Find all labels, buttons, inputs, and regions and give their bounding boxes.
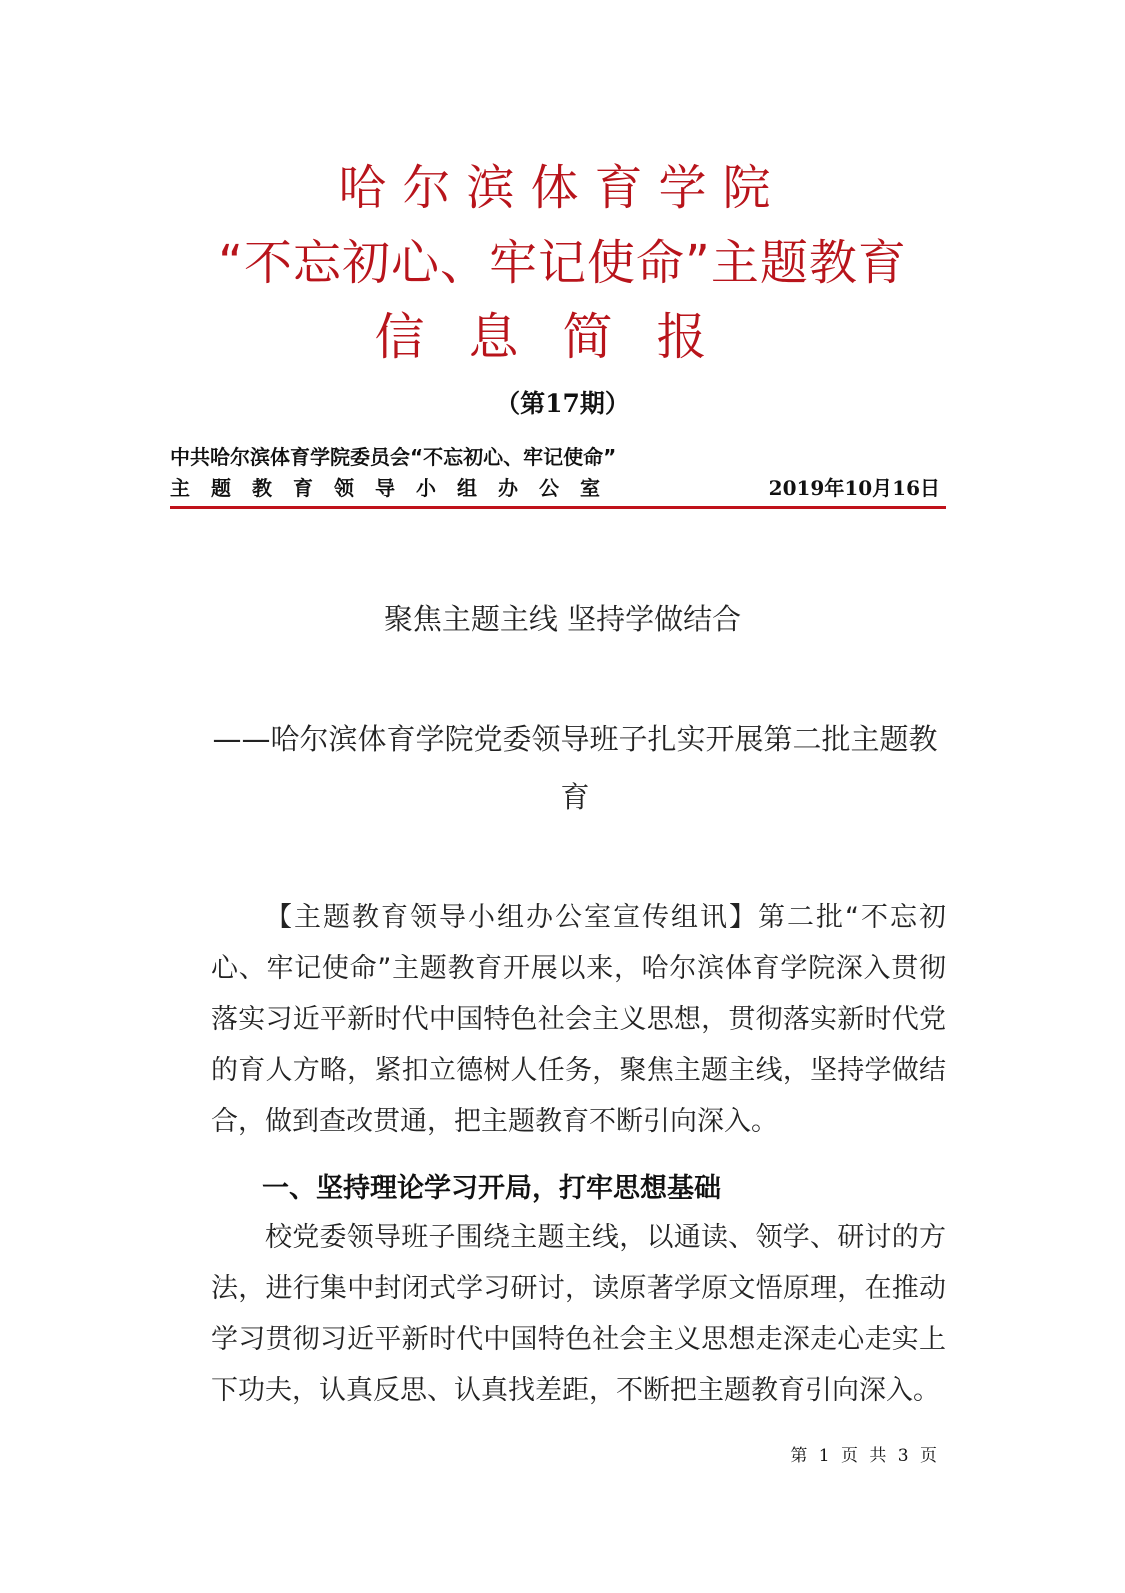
article-headline: 聚焦主题主线 坚持学做结合 [383,602,742,636]
header-divider [170,506,946,509]
article-paragraph-section1: 校党委领导班子围绕主题主线，以通读、领学、研讨的方法，进行集中封闭式学习研讨，读原著学原文悟原理，在推动学习贯彻习近平新时代中国特色社会主义思想走深走心走实上下功夫，认真反思、认真找差距，不断把主题教育引向深入。 [211,1222,946,1406]
issue-date: 2019年10月16日 [768,476,940,500]
bulletin-title-theme: “不忘初心、牢记使命”主题教育 [218,235,907,291]
page-indicator: 第 1 页 共 3 页 [790,1446,940,1466]
issuing-organization-line2: 主题教育领导小组办公室 [170,476,621,500]
issuing-organization-line1: 中共哈尔滨体育学院委员会“不忘初心、牢记使命” [170,445,617,469]
bulletin-title-type: 信息简报 [374,308,751,366]
issue-number: （第17期） [495,389,630,418]
section-heading-1: 一、坚持理论学习开局，打牢思想基础 [262,1173,721,1204]
bulletin-title-institution: 哈尔滨体育学院 [338,160,787,216]
article-paragraph-intro: 【主题教育领导小组办公室宣传组讯】第二批“不忘初心、牢记使命”主题教育开展以来，哈尔滨体育学院深入贯彻落实习近平新时代中国特色社会主义思想，贯彻落实新时代党的育人方略，紧扣立德树人任务，聚焦主题主线，坚持学做结合，做到查改贯通，把主题教育不断引向深入。 [211,902,946,1137]
article-subtitle: ——哈尔滨体育学院党委领导班子扎实开展第二批主题教育 [212,722,938,814]
